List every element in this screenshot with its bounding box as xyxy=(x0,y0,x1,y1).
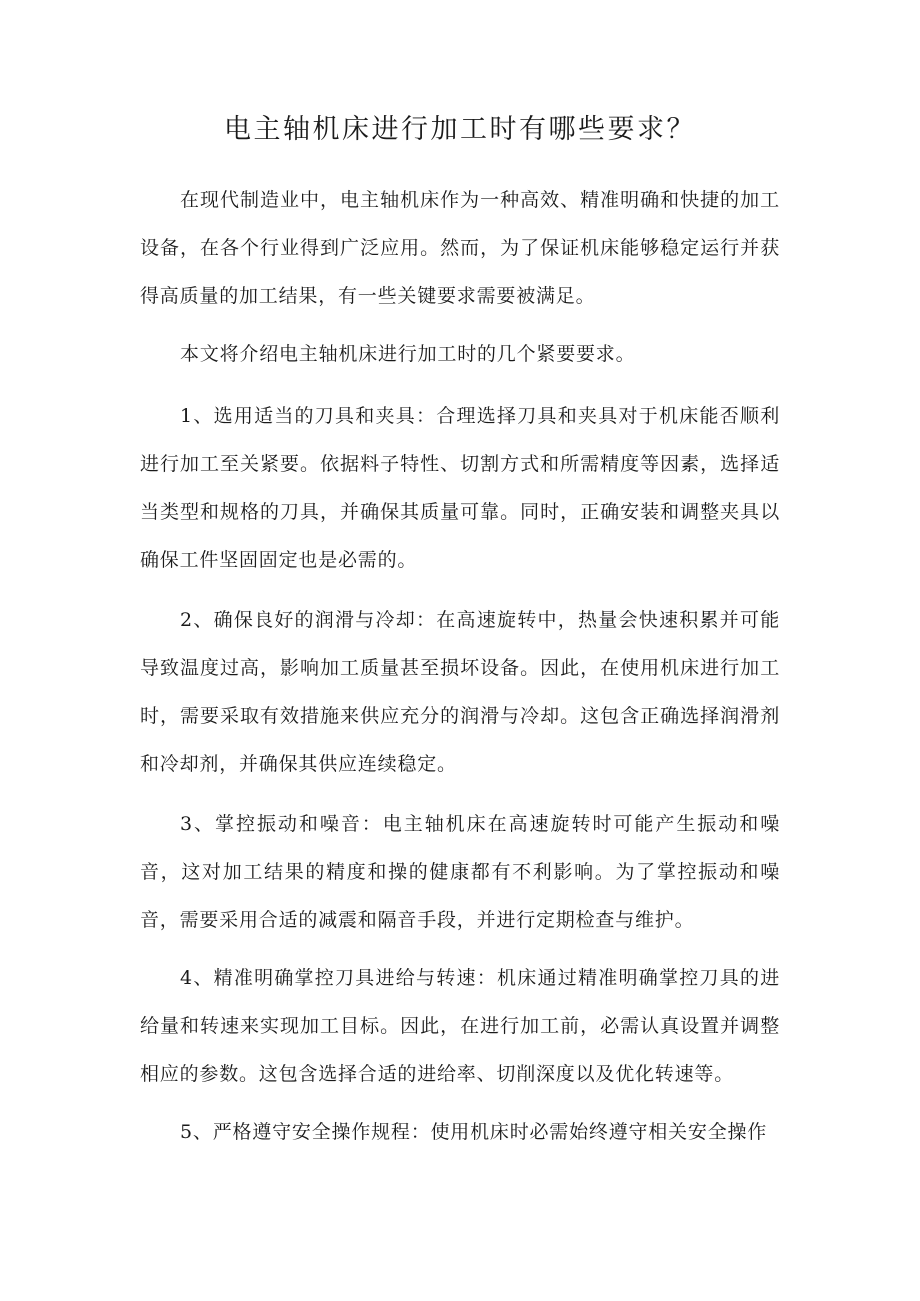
paragraph-requirement-3: 3、掌控振动和噪音：电主轴机床在高速旋转时可能产生振动和噪音，这对加工结果的精度和操的健康都有不利影响。为了掌控振动和噪音，需要采用合适的减震和隔音手段，并进行定期检查与维护。 xyxy=(140,813,780,931)
paragraph-requirement-5: 5、严格遵守安全操作规程：使用机床时必需始终遵守相关安全操作 xyxy=(180,1121,768,1143)
paragraph-requirement-2: 2、确保良好的润滑与冷却：在高速旋转中，热量会快速积累并可能导致温度过高，影响加工质量甚至损坏设备。因此，在使用机床进行加工时，需要采取有效措施来供应充分的润滑与冷却。这包含正确选择润滑剂和冷却剂，并确保其供应连续稳定。 xyxy=(140,609,780,775)
document-title: 电主轴机床进行加工时有哪些要求？ xyxy=(224,114,696,145)
paragraph-requirement-4: 4、精准明确掌控刀具进给与转速：机床通过精准明确掌控刀具的进给量和转速来实现加工目标。因此，在进行加工前，必需认真设置并调整相应的参数。这包含选择合适的进给率、切削深度以及优化转速等。 xyxy=(140,967,780,1085)
paragraph-requirement-1: 1、选用适当的刀具和夹具：合理选择刀具和夹具对于机床能否顺利进行加工至关紧要。依据料子特性、切割方式和所需精度等因素，选择适当类型和规格的刀具，并确保其质量可靠。同时，正确安装和调整夹具以确保工件坚固固定也是必需的。 xyxy=(140,405,780,571)
paragraph-overview: 本文将介绍电主轴机床进行加工时的几个紧要要求。 xyxy=(180,343,636,365)
paragraph-intro: 在现代制造业中，电主轴机床作为一种高效、精准明确和快捷的加工设备，在各个行业得到广泛应用。然而，为了保证机床能够稳定运行并获得高质量的加工结果，有一些关键要求需要被满足。 xyxy=(140,189,780,307)
